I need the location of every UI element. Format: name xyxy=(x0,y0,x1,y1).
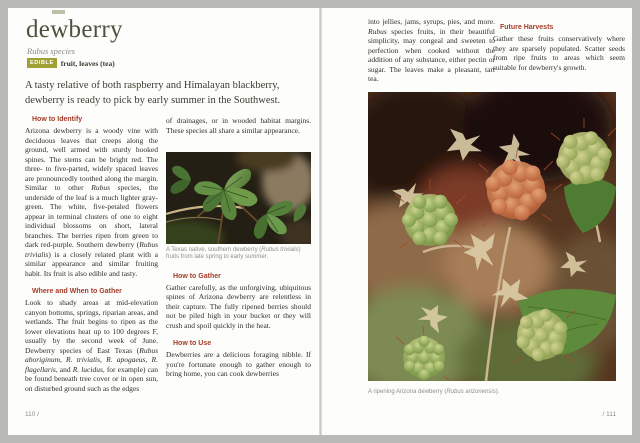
paragraph-use: Dewberries are a delicious foraging nibble. If you're fortunate enough to gather enough to bring home, you can cook dewberries xyxy=(166,350,311,379)
section-heading-use: How to Use xyxy=(173,340,212,348)
paragraph-where-when: Look to shady areas at mid-elevation canyon bottoms, springs, riparian areas, and wetlands. The fruit begins to ripen as the lower elevations heat up to 100 degrees F, usually by the second week of June. Dewberry species of East Texas (Rubus aboriginum, R. trivialis, R. apogaeus, R. flagellaris, and R. lucidus, for example) can be found beneath tree cover or in open sun, on disturbed ground such as the edges xyxy=(25,298,158,393)
left-page-column-1 xyxy=(25,116,158,393)
leaf-photo-caption: A Texas native, southern dewberry (Rubus trivialis) fruits from late spring to early summer. xyxy=(166,247,301,261)
edibility-row xyxy=(27,58,115,68)
paragraph-habitat-continuation: of drainages, or in wooded habitat margins. These species all share a similar appearance. xyxy=(166,116,311,135)
paragraph-future-harvests: Gather these fruits conservatively where they are sparsely populated. Scatter seeds from ripe fruits to areas which seem suitable for dewberry's growth. xyxy=(493,34,625,72)
intro-paragraph: A tasty relative of both raspberry and Himalayan blackberry, dewberry is ready to pick by early summer in the Southwest. xyxy=(25,80,281,106)
decorative-mark xyxy=(52,10,65,14)
right-page-column-2 xyxy=(493,24,625,72)
section-heading-identify: How to Identify xyxy=(32,116,83,123)
right-page-column-1 xyxy=(368,17,495,84)
edible-badge: EDIBLE xyxy=(27,58,57,68)
southern-dewberry-leaf-photo xyxy=(166,152,311,244)
folio-left: 110 / xyxy=(25,411,39,418)
left-page-column-2 xyxy=(166,116,311,379)
paragraph-use-continuation: into jellies, jams, syrups, pies, and more. Rubus species fruits, in their beautiful simplicity, may congeal and sweeten to perfection when cooked without the addition of any substance, either pectin or sugar. The leaves make a pleasant, tart tea. xyxy=(368,17,495,83)
section-heading-gather: How to Gather xyxy=(173,272,221,280)
page-title: dewberry xyxy=(26,16,123,43)
section-heading-future-harvests: Future Harvests xyxy=(500,24,554,31)
edible-parts-label: fruit, leaves (tea) xyxy=(60,58,115,68)
species-subtitle: Rubus species xyxy=(27,46,75,56)
folio-right: / 111 xyxy=(602,411,616,418)
paragraph-gather: Gather carefully, as the unforgiving, ubiquitous spines of Arizona dewberry are relentless in their capture. The fully ripened berries should not be piled high in your bucket or they will crush and spoil quickly in the heat. xyxy=(166,282,311,330)
berry-photo-caption: A ripening Arizona dewberry (Rubus arizonensis). xyxy=(368,389,500,395)
paragraph-identify: Arizona dewberry is a woody vine with deciduous leaves that creeps along the ground, well armed with sturdy hooked spines. The stems can be bright red. The three- to five-parted, widely spaced leaves are pronouncedly toothed along the margin. Similar to other Rubus species, the underside of the leaf is a much lighter gray-green. The white, five-petaled flowers appear in terminal clusters of one to eight individual blossoms on short, lateral branches. The berries ripen from green to dark red-purple. Southern dewberry (Rubus trivialis) is a closely related plant with a similar appearance and similar fruiting habit. Its fruit is also edible and tasty. xyxy=(25,126,158,278)
arizona-dewberry-berry-photo xyxy=(368,92,616,381)
section-heading-where-when: Where and When to Gather xyxy=(32,288,122,295)
